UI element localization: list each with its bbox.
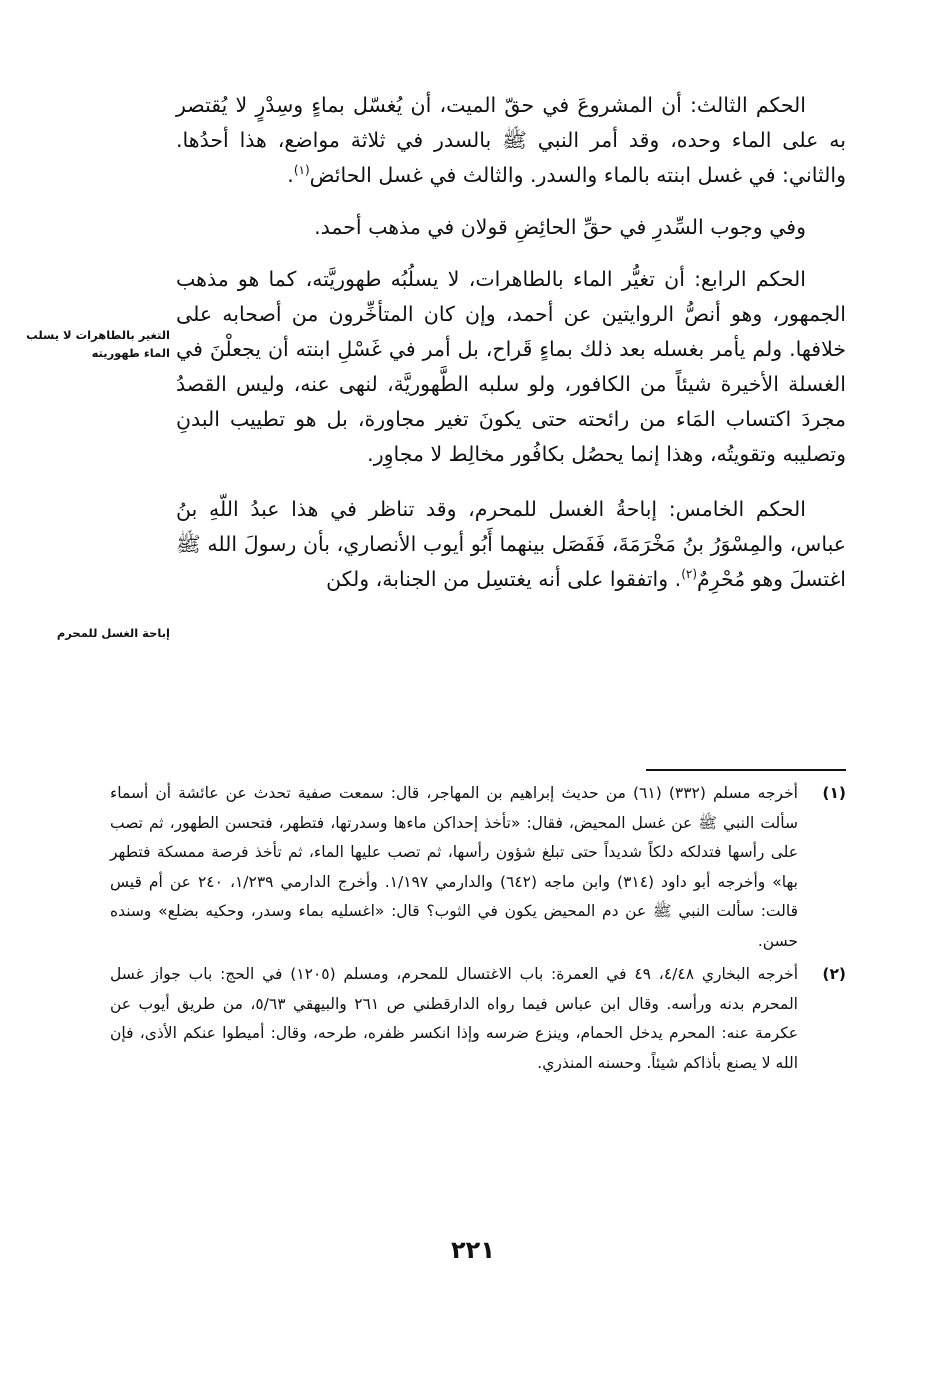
footnote-text: أخرجه البخاري ٤/٤٨، ٤٩ في العمرة: باب الاغتسال للمحرم، ومسلم (١٢٠٥) في الحج: باب جواز غسل المحرم بدنه ورأسه. وقال ابن عباس فيما رواه الدارقطني ص ٢٦١ والبيهقي ٥/٦٣، من طريق أيوب عن عكرمة عنه: المحرم يدخل الحمام، وينزع ضرسه وإذا انكسر ظفره، طرحه، وقال: أميطوا عنكم الأذى، فإن الله لا يصنع بأذاكم شيئاً. وحسنه المنذري. — [110, 965, 799, 1072]
paragraph-ruling-four: الحكم الرابع: أن تغيُّر الماء بالطاهرات، لا يسلُبُه طهوريَّته، كما هو مذهب الجمهور، وهو أنصُّ الروايتين عن أحمد، وإن كان المتأخِّرون من أصحابه على خلافها. ولم يأمر بغسله بعد ذلك بماءٍ قَراح، بل أمر في غَسْلِ ابنته أن يجعلْنَ في الغسلة الأخيرة شيئاً من الكافور، ولو سلبه الطَّهوريَّة، لنهى عنه، وليس القصدُ مجردَ اكتساب المَاء من رائحته حتى يكونَ تغير مجاورة، بل هو تطييب البدنِ وتصليبه وتقويتُه، وهذا إنما يحصُل بكافُور مخالِط لا مجاوِر. — [176, 267, 846, 466]
paragraph-text: الحكم الثالث: أن المشروعَ في حقّ الميت، أن يُغسّل بماءٍ وسِدْرٍ لا يُقتصر به على الماء وحده، وقد أمر النبي ﷺ بالسدر في ثلاثة مواضع، هذا أحدُها. والثاني: في غسل ابنته بالماء والسدر. والثالث في غسل الحائض — [176, 93, 846, 187]
margin-note-purifiers: التغير بالطاهرات لا يسلب الماء طهوريته — [26, 328, 170, 360]
paragraph-ruling-three — [176, 88, 846, 193]
margin-note-ghusl-muhrim: إباحة الغسل للمحرم — [56, 626, 170, 640]
footnote-2 — [110, 960, 846, 1078]
paragraph-sidr-menstruant: وفي وجوب السِّدرِ في حقِّ الحائِضِ قولان في مذهب أحمد. — [314, 215, 806, 239]
paragraph-text: الحكم الخامس: إباحةُ الغسل للمحرم، وقد تناظر في هذا عبدُ اللّهِ بنُ عباس، والمِسْوَرُ بنُ مَخْرَمَةَ، فَفَصَل بينهما أَبُو أيوب الأنصاري، بأن رسولَ الله ﷺ اغتسلَ وهو مُحْرِمٌ — [176, 497, 846, 591]
main-text — [176, 88, 846, 597]
footnote-text: أخرجه مسلم (٣٣٢) (٦١) من حديث إبراهيم بن المهاجر، قال: سمعت صفية تحدث عن عائشة أن أسماء سألت النبي ﷺ عن غسل المحيض، فقال: «تأخذ إحداكن ماءها وسدرتها، فتطهر، فتحسن الطهور، ثم تصب على رأسها فتدلكه دلكاً شديداً حتى تبلغ شؤون رأسها، ثم تصب عليها الماء، ثم تأخذ فرصة ممسكة فتطهر بها» وأخرجه أبو داود (٣١٤) وابن ماجه (٦٤٢) والدارمي ١/١٩٧. وأخرج الدارمي ١/٢٣٩، ٢٤٠ عن أم قيس قالت: سألت النبي ﷺ عن دم المحيض يكون في الثوب؟ قال: «اغسليه بماء وسدر، وحكيه بضلع» وسنده حسن. — [110, 784, 798, 950]
page-number: ٢٢١ — [451, 1236, 495, 1264]
paragraph-ruling-five — [176, 492, 846, 597]
footnotes-section — [110, 779, 846, 1078]
footnote-number: (٢) — [822, 965, 846, 983]
footnote-ref-2[interactable]: (٢) — [681, 567, 698, 582]
footnote-divider — [646, 769, 846, 771]
paragraph-tail: . — [287, 163, 294, 187]
footnote-1 — [110, 779, 846, 956]
paragraph-tail: . واتفقوا على أنه يغتسِل من الجنابة، ولكن — [326, 567, 682, 591]
footnote-ref-1[interactable]: (١) — [293, 163, 310, 178]
footnote-number: (١) — [822, 784, 846, 802]
